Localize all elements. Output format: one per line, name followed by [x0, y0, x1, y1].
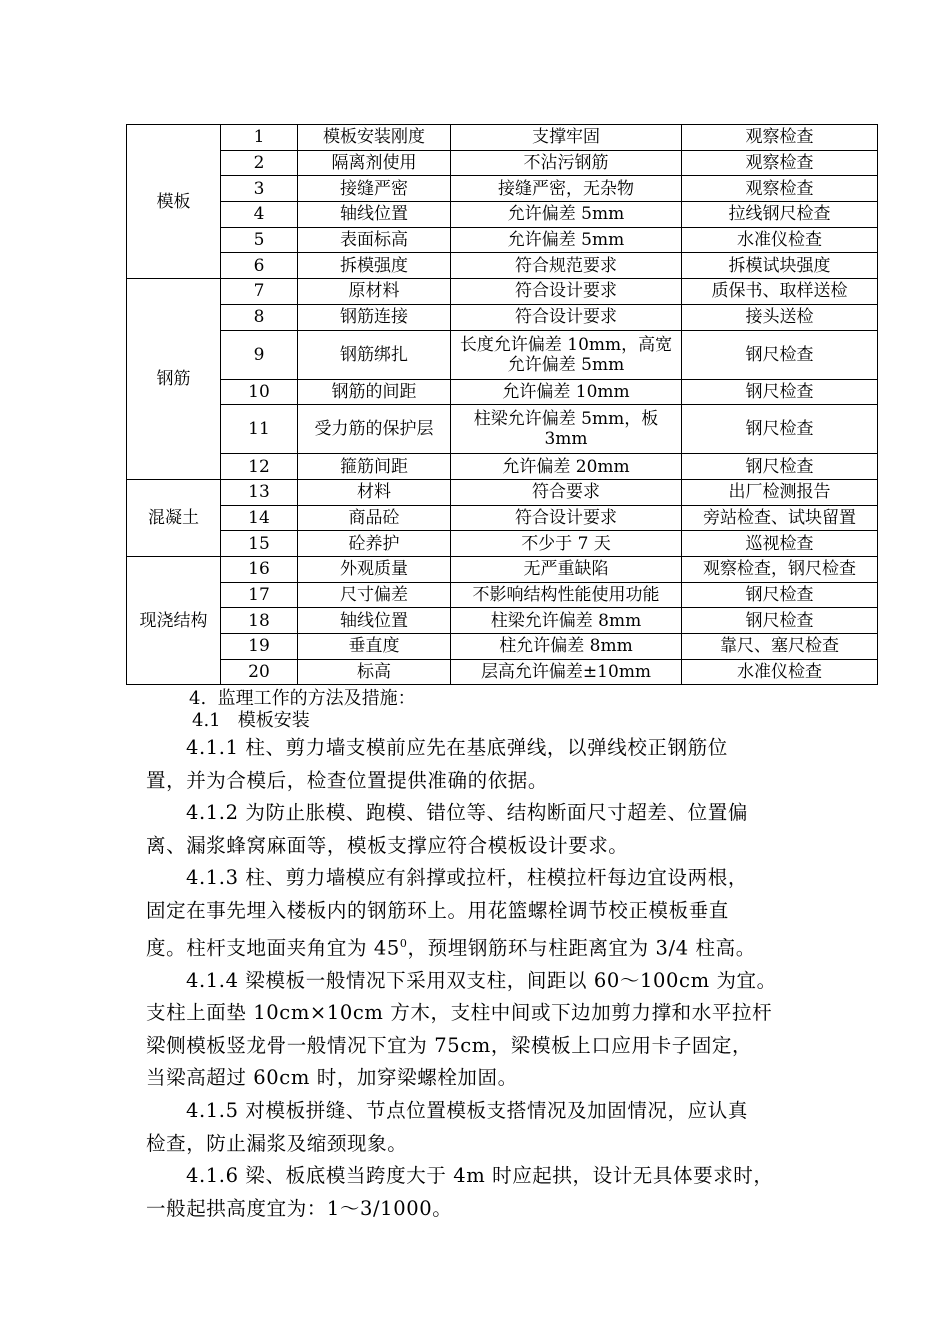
check-method: 观察检查: [682, 125, 878, 151]
paragraph-line: 当梁高超过 60cm 时，加穿梁螺栓加固。: [146, 1066, 518, 1090]
row-number: 9: [221, 330, 298, 379]
check-standard: 层高允许偏差±10mm: [451, 659, 682, 685]
category-cell: 现浇结构: [127, 556, 221, 684]
check-standard: 柱梁允许偏差 8mm: [451, 608, 682, 634]
paragraph-4-1-4: [146, 965, 826, 1095]
line-text: ，预埋钢筋环与柱距离宜为 3/4 柱高。: [407, 936, 756, 960]
table-row: [127, 454, 878, 480]
table-row: [127, 582, 878, 608]
check-standard: 允许偏差 20mm: [451, 454, 682, 480]
table-row: [127, 634, 878, 660]
row-number: 3: [221, 176, 298, 202]
check-standard: 长度允许偏差 10mm，高宽允许偏差 5mm: [451, 330, 682, 379]
row-number: 7: [221, 279, 298, 305]
check-method: 观察检查: [682, 150, 878, 176]
section-body: [146, 688, 826, 1225]
check-standard: 柱允许偏差 8mm: [451, 634, 682, 660]
table-row: [127, 227, 878, 253]
table-row: [127, 176, 878, 202]
section-heading: 4. 监理工作的方法及措施：: [189, 688, 416, 709]
check-method: 旁站检查、试块留置: [682, 505, 878, 531]
check-item: 受力筋的保护层: [298, 405, 451, 454]
paragraph-line: 4.1.6 梁、板底模当跨度大于 4m 时应起拱，设计无具体要求时，: [186, 1164, 774, 1188]
paragraph-4-1-5: [146, 1095, 826, 1160]
check-item: 钢筋连接: [298, 304, 451, 330]
row-number: 20: [221, 659, 298, 685]
row-number: 10: [221, 379, 298, 405]
table-row: [127, 405, 878, 454]
check-method: 钢尺检查: [682, 405, 878, 454]
row-number: 14: [221, 505, 298, 531]
row-number: 15: [221, 531, 298, 557]
table-row: [127, 202, 878, 228]
check-standard: 符合要求: [451, 479, 682, 505]
check-item: 外观质量: [298, 556, 451, 582]
row-number: 6: [221, 253, 298, 279]
paragraph-line: 4.1.2 为防止胀模、跑模、错位等、结构断面尺寸超差、位置偏: [186, 801, 748, 825]
category-cell: 模板: [127, 125, 221, 279]
check-item: 砼养护: [298, 531, 451, 557]
table-row: [127, 608, 878, 634]
line-text: 度。柱杆支地面夹角宜为 45: [146, 936, 400, 960]
check-item: 材料: [298, 479, 451, 505]
paragraph-line: 一般起拱高度宜为：1～3/1000。: [146, 1196, 453, 1220]
paragraph-4-1-6: [146, 1160, 826, 1225]
check-standard: 不影响结构性能使用功能: [451, 582, 682, 608]
check-method: 观察检查，钢尺检查: [682, 556, 878, 582]
check-standard: 符合规范要求: [451, 253, 682, 279]
check-method: 靠尺、塞尺检查: [682, 634, 878, 660]
row-number: 18: [221, 608, 298, 634]
check-method: 水准仪检查: [682, 227, 878, 253]
paragraph-line: 4.1.4 梁模板一般情况下采用双支柱，间距以 60～100cm 为宜。: [186, 968, 777, 992]
check-standard: 不少于 7 天: [451, 531, 682, 557]
check-method: 钢尺检查: [682, 454, 878, 480]
check-item: 钢筋的间距: [298, 379, 451, 405]
row-number: 4: [221, 202, 298, 228]
row-number: 8: [221, 304, 298, 330]
check-method: 巡视检查: [682, 531, 878, 557]
paragraph-line: [106, 928, 826, 965]
check-standard: 符合设计要求: [451, 505, 682, 531]
check-method: 拆模试块强度: [682, 253, 878, 279]
check-method: 水准仪检查: [682, 659, 878, 685]
table-row: [127, 505, 878, 531]
subsection-heading: 4.1 模板安装: [192, 710, 310, 731]
check-method: 钢尺检查: [682, 330, 878, 379]
table-row: [127, 659, 878, 685]
check-standard: 符合设计要求: [451, 279, 682, 305]
degree-superscript: 0: [399, 936, 408, 950]
table-row: [127, 253, 878, 279]
check-standard: 允许偏差 5mm: [451, 202, 682, 228]
check-standard: 无严重缺陷: [451, 556, 682, 582]
table-row: [127, 479, 878, 505]
check-method: 出厂检测报告: [682, 479, 878, 505]
paragraph-line: 梁侧模板竖龙骨一般情况下宜为 75cm，梁模板上口应用卡子固定，: [146, 1033, 753, 1057]
paragraph-line: 4.1.1 柱、剪力墙支模前应先在基底弹线，以弹线校正钢筋位: [186, 736, 728, 759]
paragraph-line: 检查，防止漏浆及缩颈现象。: [146, 1131, 408, 1155]
row-number: 13: [221, 479, 298, 505]
check-method: 质保书、取样送检: [682, 279, 878, 305]
row-number: 2: [221, 150, 298, 176]
table-row: [127, 330, 878, 379]
table-row: [127, 379, 878, 405]
check-standard: 支撑牢固: [451, 125, 682, 151]
check-item: 轴线位置: [298, 202, 451, 228]
row-number: 11: [221, 405, 298, 454]
paragraph-line: 置，并为合模后，检查位置提供准确的依据。: [146, 768, 549, 792]
table-row: [127, 279, 878, 305]
paragraph-line: 支柱上面垫 10cm×10cm 方木，支柱中间或下边加剪力撑和水平拉杆: [146, 1001, 773, 1025]
inspection-table: [126, 124, 878, 685]
check-item: 钢筋绑扎: [298, 330, 451, 379]
paragraph-line: 离、漏浆蜂窝麻面等，模板支撑应符合模板设计要求。: [146, 833, 629, 857]
check-standard: 允许偏差 5mm: [451, 227, 682, 253]
check-item: 轴线位置: [298, 608, 451, 634]
row-number: 5: [221, 227, 298, 253]
check-item: 商品砼: [298, 505, 451, 531]
check-item: 原材料: [298, 279, 451, 305]
row-number: 12: [221, 454, 298, 480]
row-number: 19: [221, 634, 298, 660]
check-item: 表面标高: [298, 227, 451, 253]
paragraph-4-1-2: [146, 797, 826, 862]
paragraph-line: 4.1.5 对模板拼缝、节点位置模板支搭情况及加固情况，应认真: [186, 1099, 748, 1123]
row-number: 17: [221, 582, 298, 608]
table-row: [127, 125, 878, 151]
table-row: [127, 150, 878, 176]
paragraph-line: 固定在事先埋入楼板内的钢筋环上。用花篮螺栓调节校正模板垂直: [146, 898, 729, 922]
check-standard: 允许偏差 10mm: [451, 379, 682, 405]
check-item: 箍筋间距: [298, 454, 451, 480]
check-standard: 接缝严密，无杂物: [451, 176, 682, 202]
check-standard: 不沾污钢筋: [451, 150, 682, 176]
check-item: 隔离剂使用: [298, 150, 451, 176]
check-item: 模板安装刚度: [298, 125, 451, 151]
category-cell: 混凝土: [127, 479, 221, 556]
paragraph-4-1-1: [146, 732, 826, 797]
check-method: 钢尺检查: [682, 379, 878, 405]
check-method: 观察检查: [682, 176, 878, 202]
row-number: 1: [221, 125, 298, 151]
check-item: 拆模强度: [298, 253, 451, 279]
row-number: 16: [221, 556, 298, 582]
check-item: 垂直度: [298, 634, 451, 660]
table-row: [127, 556, 878, 582]
category-cell: 钢筋: [127, 279, 221, 480]
check-standard: 符合设计要求: [451, 304, 682, 330]
paragraph-line: 4.1.3 柱、剪力墙模应有斜撑或拉杆，柱模拉杆每边宜设两根，: [186, 866, 748, 890]
check-item: 接缝严密: [298, 176, 451, 202]
table-row: [127, 304, 878, 330]
check-item: 标高: [298, 659, 451, 685]
check-method: 拉线钢尺检查: [682, 202, 878, 228]
check-method: 钢尺检查: [682, 608, 878, 634]
check-method: 钢尺检查: [682, 582, 878, 608]
check-method: 接头送检: [682, 304, 878, 330]
check-item: 尺寸偏差: [298, 582, 451, 608]
paragraph-4-1-3: [146, 862, 826, 964]
table-row: [127, 531, 878, 557]
check-standard: 柱梁允许偏差 5mm，板 3mm: [451, 405, 682, 454]
